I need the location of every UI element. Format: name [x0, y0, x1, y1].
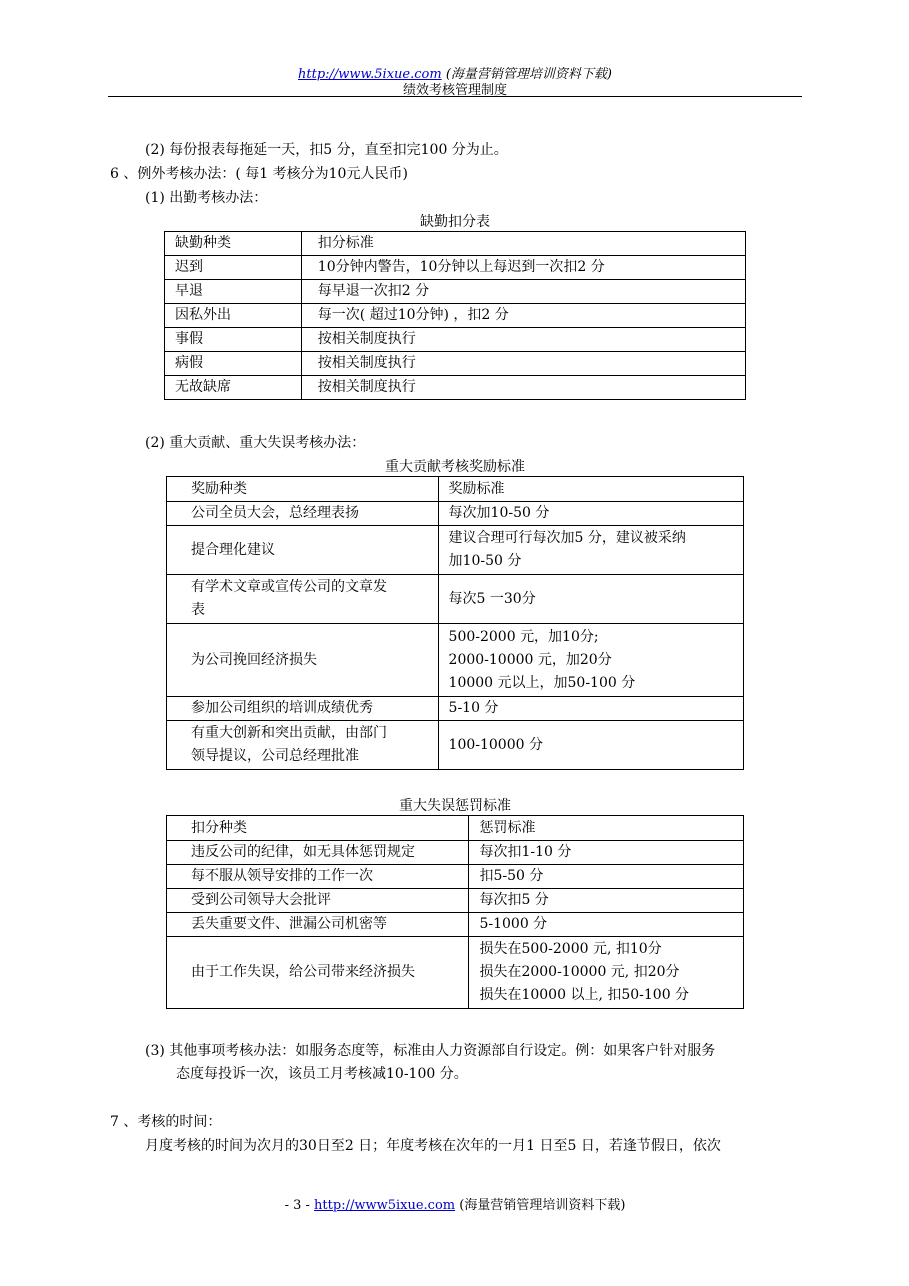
footer-link[interactable]: http://www5ixue.com	[314, 1198, 456, 1213]
reward-cell-line: 100-10000 分	[448, 736, 543, 753]
header-note: (海量营销管理培训资料下载)	[445, 67, 612, 82]
subsection-1-heading: (1) 出勤考核办法：	[145, 190, 268, 206]
reward-header-cell: 奖励标准	[438, 477, 743, 502]
penalty-header-cell: 惩罚标准	[469, 816, 744, 841]
reward-type-cell	[167, 697, 439, 721]
penalty-cell-line: 每不服从领导安排的工作一次	[191, 868, 373, 884]
penalty-table-row	[167, 841, 744, 865]
penalty-cell-line: 违反公司的纪律，如无具体惩罚规定	[191, 844, 415, 860]
reward-header-cell: 奖励种类	[167, 477, 439, 502]
reward-type-cell	[167, 502, 439, 526]
absence-type-cell: 病假	[165, 352, 302, 376]
penalty-cell-line: 每次扣1-10 分	[479, 844, 572, 860]
reward-cell-line: 每次加10-50 分	[448, 505, 550, 521]
absence-table-row	[165, 376, 746, 400]
reward-type-cell	[167, 624, 439, 697]
reward-table-row	[167, 624, 744, 697]
reward-table-row	[167, 697, 744, 721]
penalty-standard-cell	[469, 937, 744, 1009]
penalty-table-row	[167, 865, 744, 889]
reward-table	[166, 476, 744, 770]
reward-cell-line: 5-10 分	[448, 700, 499, 716]
header-rule	[108, 96, 802, 97]
penalty-cell-line: 由于工作失误，给公司带来经济损失	[191, 964, 415, 980]
reward-cell-line: 2000-10000 元，加20分	[448, 651, 612, 668]
absence-type-cell: 迟到	[165, 256, 302, 280]
absence-rule-cell: 每早退一次扣2 分	[301, 280, 745, 304]
reward-table-header	[167, 477, 744, 502]
absence-table-row	[165, 280, 746, 304]
penalty-cell-line: 损失在10000 以上, 扣50-100 分	[479, 987, 690, 1003]
absence-rule-cell: 按相关制度执行	[301, 376, 745, 400]
section-6-heading: 6 、例外考核办法：( 每1 考核分为10元人民币)	[110, 166, 408, 182]
penalty-type-cell	[167, 865, 469, 889]
reward-cell-line: 10000 元以上，加50-100 分	[448, 674, 636, 691]
reward-type-cell	[167, 526, 439, 575]
reward-type-cell	[167, 721, 439, 770]
absence-table-row	[165, 328, 746, 352]
reward-cell-line: 加10-50 分	[448, 553, 522, 569]
reward-standard-cell	[438, 721, 743, 770]
reward-standard-cell	[438, 575, 743, 624]
reward-cell-line: 建议合理可行每次加5 分，建议被采纳	[448, 530, 686, 546]
report-delay-text: (2) 每份报表每拖延一天，扣5 分，直至扣完100 分为止。	[145, 142, 508, 158]
reward-table-row	[167, 721, 744, 770]
penalty-type-cell	[167, 913, 469, 937]
absence-table-row	[165, 352, 746, 376]
page-number: - 3 -	[284, 1198, 310, 1213]
reward-standard-cell	[438, 624, 743, 697]
penalty-type-cell	[167, 841, 469, 865]
absence-table	[164, 231, 746, 400]
penalty-cell-line: 5-1000 分	[479, 916, 548, 932]
penalty-standard-cell	[469, 913, 744, 937]
penalty-table	[166, 815, 744, 1009]
absence-type-cell: 无故缺席	[165, 376, 302, 400]
penalty-cell-line: 丢失重要文件、泄漏公司机密等	[191, 916, 387, 932]
penalty-table-row	[167, 889, 744, 913]
absence-rule-cell: 按相关制度执行	[301, 328, 745, 352]
reward-cell-line: 领导提议，公司总经理批准	[191, 748, 359, 764]
penalty-standard-cell	[469, 889, 744, 913]
footer-note: (海量营销管理培训资料下载)	[459, 1198, 626, 1213]
absence-table-row	[165, 256, 746, 280]
section-7-text: 月度考核的时间为次月的30日至2 日；年度考核在次年的一月1 日至5 日，若逢节假日，依次	[145, 1138, 721, 1154]
reward-cell-line: 有学术文章或宣传公司的文章发	[191, 579, 387, 595]
reward-cell-line: 500-2000 元，加10分;	[448, 628, 599, 645]
document-title: 绩效考核管理制度	[402, 83, 507, 98]
section-7-heading: 7 、考核的时间：	[110, 1114, 222, 1130]
penalty-table-caption: 重大失误惩罚标准	[399, 798, 511, 814]
reward-cell-line: 提合理化建议	[191, 541, 275, 558]
page-footer	[108, 1194, 802, 1213]
absence-table-row	[165, 304, 746, 328]
absence-table-header	[165, 232, 746, 256]
reward-type-cell	[167, 575, 439, 624]
penalty-standard-cell	[469, 841, 744, 865]
subsection-3-line1: (3) 其他事项考核办法：如服务态度等，标准由人力资源部自行设定。例：如果客户针对服务	[145, 1043, 716, 1059]
penalty-type-cell	[167, 889, 469, 913]
penalty-header-cell: 扣分种类	[167, 816, 469, 841]
penalty-cell-line: 每次扣5 分	[479, 892, 549, 908]
absence-type-cell: 因私外出	[165, 304, 302, 328]
penalty-table-row	[167, 913, 744, 937]
absence-rule-cell: 10分钟内警告，10分钟以上每迟到一次扣2 分	[301, 256, 745, 280]
reward-cell-line: 公司全员大会，总经理表扬	[191, 505, 359, 521]
penalty-cell-line: 受到公司领导大会批评	[191, 892, 331, 908]
reward-cell-line: 表	[191, 602, 205, 618]
subsection-3-line2: 态度每投诉一次，该员工月考核减10-100 分。	[176, 1066, 468, 1082]
penalty-cell-line: 损失在500-2000 元, 扣10分	[479, 941, 662, 957]
reward-standard-cell	[438, 697, 743, 721]
reward-cell-line: 有重大创新和突出贡献，由部门	[191, 725, 387, 741]
absence-type-cell: 早退	[165, 280, 302, 304]
absence-header-cell: 缺勤种类	[165, 232, 302, 256]
penalty-table-header	[167, 816, 744, 841]
header-link[interactable]: http://www.5ixue.com	[298, 67, 442, 82]
reward-cell-line: 每次5 一30分	[448, 590, 536, 607]
penalty-type-cell	[167, 937, 469, 1009]
reward-table-row	[167, 575, 744, 624]
reward-cell-line: 为公司挽回经济损失	[191, 651, 317, 668]
penalty-cell-line: 扣5-50 分	[479, 868, 544, 884]
penalty-standard-cell	[469, 865, 744, 889]
reward-standard-cell	[438, 526, 743, 575]
absence-type-cell: 事假	[165, 328, 302, 352]
reward-table-row	[167, 502, 744, 526]
absence-rule-cell: 按相关制度执行	[301, 352, 745, 376]
subsection-2-heading: (2) 重大贡献、重大失误考核办法：	[145, 435, 366, 451]
absence-header-cell: 扣分标准	[301, 232, 745, 256]
penalty-cell-line: 损失在2000-10000 元, 扣20分	[479, 964, 680, 980]
reward-table-row	[167, 526, 744, 575]
reward-table-caption: 重大贡献考核奖励标准	[385, 459, 525, 475]
reward-standard-cell	[438, 502, 743, 526]
reward-cell-line: 参加公司组织的培训成绩优秀	[191, 700, 373, 716]
penalty-table-row	[167, 937, 744, 1009]
absence-rule-cell: 每一次( 超过10分钟) ，扣2 分	[301, 304, 745, 328]
absence-table-caption: 缺勤扣分表	[420, 214, 490, 230]
